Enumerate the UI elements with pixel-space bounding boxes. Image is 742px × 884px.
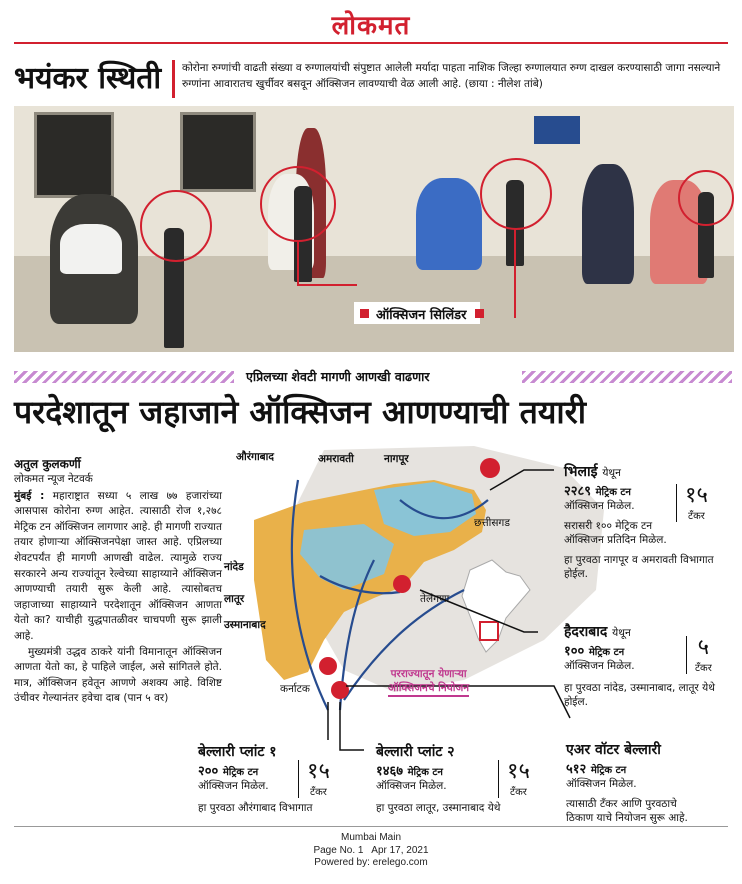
bhilai-amount: २२८९ मेट्रिक टन <box>564 484 631 499</box>
leadline-v1 <box>297 240 299 286</box>
masthead-rule <box>14 42 728 44</box>
bhilai-note: हा पुरवठा नागपूर व अमरावती विभागात होईल. <box>564 554 714 580</box>
source-airwater-bellary <box>566 740 734 825</box>
cylinder-highlight-3 <box>480 158 552 230</box>
lokmat-logo: लोकमत <box>331 11 411 41</box>
main-headline: परदेशातून जहाजाने ऑक्सिजन आणण्याची तयारी <box>14 393 587 431</box>
planning-note: परराज्यातून येणाऱ्या ऑक्सिजनचे नियोजन <box>388 667 469 697</box>
masthead <box>0 0 742 46</box>
title-divider <box>172 60 175 98</box>
kicker-stripes-left <box>14 371 234 383</box>
label-nagpur: नागपूर <box>384 453 409 465</box>
label-amravati: अमरावती <box>318 453 354 465</box>
airwater-note-2: ठिकाण याचे नियोजन सुरू आहे. <box>566 812 688 824</box>
footer-edition: Mumbai Main <box>340 832 402 843</box>
bellary1-name: बेल्लारी प्लांट १ <box>198 744 277 760</box>
pin-hyderabad <box>393 575 411 593</box>
label-osmanabad: उस्मानाबाद <box>224 619 266 631</box>
pin-bellary-1 <box>319 657 337 675</box>
cylinder-highlight-4 <box>678 170 734 226</box>
cylinder-highlight-2 <box>260 166 336 242</box>
article-dateline: मुंबई : <box>14 489 45 502</box>
bhilai-daily-2: ऑक्सिजन प्रतिदिन मिळेल. <box>564 534 667 546</box>
bellary2-tankers: १५ टँकर <box>498 760 530 798</box>
kicker <box>14 368 732 386</box>
bellary2-get: ऑक्सिजन मिळेल. <box>376 780 447 792</box>
bellary1-get: ऑक्सिजन मिळेल. <box>198 780 269 792</box>
article-author: अतुल कुलकर्णी <box>14 457 81 471</box>
article-column <box>14 456 222 707</box>
hyderabad-name: हैदराबाद येथून <box>564 624 631 640</box>
leadline-v2 <box>514 228 516 318</box>
photo-window-middle <box>180 112 256 192</box>
pin-bhilai <box>480 458 500 478</box>
airwater-note-1: त्यासाठी टँकर आणि पुरवठाचे <box>566 798 677 810</box>
hyderabad-tankers: ५ टँकर <box>686 636 712 674</box>
hospital-photo <box>14 106 734 352</box>
cylinder-label: ऑक्सिजन सिलिंडर <box>354 302 480 324</box>
article-paragraph-1: मुंबई : महाराष्ट्रात सध्या ५ लाख ७७ हजारांच्या आसपास कोरोना रुग्ण आहेत. त्यासाठी रोज १,२७८ मेट्रिक टन ऑक्सिजन लागणार आहे. ही मागणी राज्यात तयार होणाऱ्या ऑक्सिजनपेक्षा जास्त आहे. एप्रिलच्या शेवटपर्यंत ही मागणी आणखी वाढेल. त्यामुळे राज्य सरकारने अन्य राज्यांतून रेल्वेच्या साहाय्याने ऑक्सिजन आणण्याची तयारी सुरू केली आहे. त्यासोबतच जहाजाच्या साहाय्याने परदेशातून ऑक्सिजन आणता येतो का? याचीही युद्धपातळीवर चाचपणी सुरू झाली आहे. <box>14 489 223 642</box>
bellary1-tankers: १५ टँकर <box>298 760 330 798</box>
hyderabad-note: हा पुरवठा नांदेड, उस्मानाबाद, लातूर येथे होईल. <box>564 682 715 708</box>
photo-story-header <box>14 54 732 102</box>
article-org: लोकमत न्यूज नेटवर्क <box>14 473 93 485</box>
leadline-h1 <box>297 284 357 286</box>
bellary2-note: हा पुरवठा लातूर, उस्मानाबाद येथे <box>376 802 501 814</box>
footer-powered: Powered by: erelego.com <box>314 857 428 868</box>
hyderabad-amount: १०० मेट्रिक टन <box>564 644 625 659</box>
airwater-amount: ५१२ मेट्रिक टन <box>566 762 627 777</box>
cylinder-label-marker-right <box>475 309 484 318</box>
article-paragraph-2: मुख्यमंत्री उद्धव ठाकरे यांनी विमानातून ऑक्सिजन आणता येतो का, हे पाहिले जाईल, असे सांगितले होते. मात्र, ऑक्सिजन हवेतून आणणे अशक्य आहे. विशिष्ट उंचीवर गेल्यानंतर हवेचा दाब (पान ५ वर) <box>14 645 222 705</box>
cylinder-highlight-1 <box>140 190 212 262</box>
cylinder-label-marker <box>360 309 369 318</box>
bellary1-amount: २०० मेट्रिक टन <box>198 764 259 779</box>
bhilai-get: ऑक्सिजन मिळेल. <box>564 500 635 512</box>
photo-story-title: भयंकर स्थिती <box>14 61 162 96</box>
airwater-name: एअर वॉटर बेल्लारी <box>566 742 661 758</box>
pin-bellary-2 <box>331 681 349 699</box>
person-bending <box>582 164 634 284</box>
bellary1-note: हा पुरवठा औरंगाबाद विभागात <box>198 802 313 814</box>
kicker-text: एप्रिलच्या शेवटी मागणी आणखी वाढणार <box>246 369 430 384</box>
bellary2-amount: १४६७ मेट्रिक टन <box>376 764 443 779</box>
label-aurangabad: औरंगाबाद <box>236 451 274 463</box>
source-bellary-1 <box>198 742 368 815</box>
label-chhattisgarh: छत्तीसगड <box>474 517 510 529</box>
label-telangana: तेलंगणा <box>420 593 450 605</box>
bhilai-name: भिलाई येथून <box>564 464 621 480</box>
footer-rule <box>14 826 728 827</box>
bellary2-name: बेल्लारी प्लांट २ <box>376 744 455 760</box>
airwater-get: ऑक्सिजन मिळेल. <box>566 778 637 790</box>
label-karnataka: कर्नाटक <box>280 683 310 695</box>
kicker-stripes-right <box>522 371 732 383</box>
bhilai-daily: सरासरी १०० मेट्रिक टन <box>564 520 653 532</box>
label-latur: लातूर <box>224 593 245 605</box>
patient-left-shirt <box>60 224 122 274</box>
page-footer <box>0 832 742 870</box>
label-nanded: नांदेड <box>224 561 244 573</box>
source-bhilai <box>564 462 734 581</box>
hyderabad-get: ऑक्सिजन मिळेल. <box>564 660 635 672</box>
photo-wall-sign <box>534 116 580 144</box>
footer-page: Page No. 1 Apr 17, 2021 <box>313 844 429 856</box>
bhilai-tankers: १५ टँकर <box>676 484 708 522</box>
patient-blue-saree <box>416 178 482 270</box>
photo-caption: कोरोना रुग्णांची वाढती संख्या व रुग्णालयांची संपुष्टात आलेली मर्यादा पाहता नाशिक जिल्हा रुग्णालयात रुग्ण दाखल करण्यासाठी जागा नसल्याने रुग्णांना आवारातच खुर्चीवर बसवून ऑक्सिजन लावण्याची वेळ आली आहे. (छाया : नीलेश तांबे) <box>182 62 721 90</box>
photo-window-left <box>34 112 114 198</box>
